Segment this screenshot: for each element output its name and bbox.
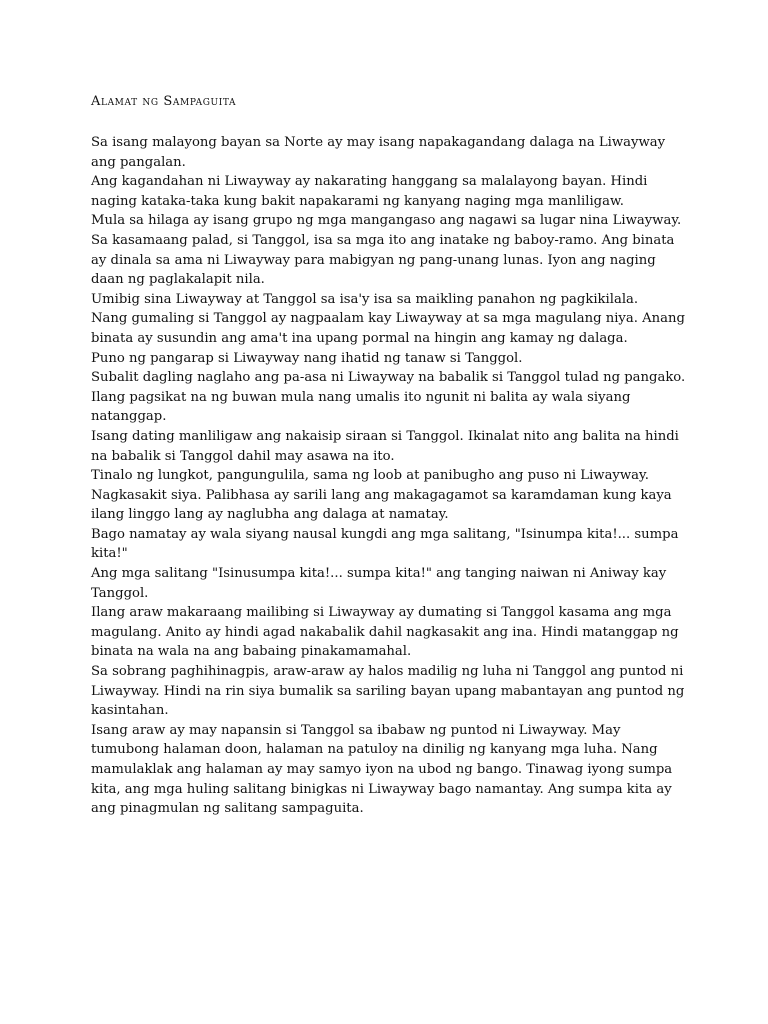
paragraph-5: Nang gumaling si Tanggol ay nagpaalam kay Liwayway at sa mga magulang niya. Anang binata ay susundin ang ama't ina upang pormal na hingin ang kamay ng dalaga. bbox=[91, 311, 685, 346]
paragraph-14: Isang araw ay may napansin si Tanggol sa ibabaw ng puntod ni Liwayway. May tumubong halaman doon, halaman na patuloy na dinilig ng kanyang mga luha. Nang mamulaklak ang halaman ay may samyo iyon na ubod ng bango. Tinawag iyong sumpa kita, ang mga huling salitang binigkas ni Liwayway bago namantay. Ang sumpa kita ay ang pinagmulan ng salitang sampaguita. bbox=[91, 722, 673, 817]
paragraph-8: Isang dating manliligaw ang nakaisip siraan si Tanggol. Ikinalat nito ang balita na hindi na babalik si Tanggol dahil may asawa na ito. bbox=[91, 428, 679, 464]
paragraph-3: Mula sa hilaga ay isang grupo ng mga mangangaso ang nagawi sa lugar nina Liwayway. Sa kasamaang palad, si Tanggol, isa sa mga ito ang inatake ng baboy-ramo. Ang binata ay dinala sa ama ni Liwayway para mabigyan ng pang-unang lunas. Iyon ang naging daan ng paglakalapit nila. bbox=[91, 213, 682, 288]
paragraph-4: Umibig sina Liwayway at Tanggol sa isa'y isa sa maikling panahon ng pagkikilala. bbox=[91, 291, 639, 307]
paragraph-6: Puno ng pangarap si Liwayway nang ihatid ng tanaw si Tanggol. bbox=[91, 350, 523, 366]
document-body bbox=[91, 133, 691, 819]
paragraph-2: Ang kagandahan ni Liwayway ay nakarating hanggang sa malalayong bayan. Hindi naging kataka-taka kung bakit napakarami ng kanyang naging mga manliligaw. bbox=[91, 174, 648, 209]
document-title: Alamat ng Sampaguita bbox=[91, 94, 237, 109]
paragraph-1: Sa isang malayong bayan sa Norte ay may isang napakagandang dalaga na Liwayway ang pangalan. bbox=[91, 135, 666, 170]
paragraph-12: Ilang araw makaraang mailibing si Liwayway ay dumating si Tanggol kasama ang mga magulang. Anito ay hindi agad nakabalik dahil nagkasakit ang ina. Hindi matanggap ng binata na wala na ang babaing pinakamamahal. bbox=[91, 605, 679, 660]
paragraph-13: Sa sobrang paghihinagpis, araw-araw ay halos madilig ng luha ni Tanggol ang puntod ni Liwayway. Hindi na rin siya bumalik sa sariling bayan upang mabantayan ang puntod ng kasintahan. bbox=[91, 664, 685, 719]
paragraph-11: Ang mga salitang "Isinusumpa kita!... sumpa kita!" ang tanging naiwan ni Aniway kay Tanggol. bbox=[91, 566, 667, 601]
paragraph-10: Bago namatay ay wala siyang nausal kungdi ang mga salitang, "Isinumpa kita!... sumpa kita!" bbox=[91, 526, 679, 562]
paragraph-7: Subalit dagling naglaho ang pa-asa ni Liwayway na babalik si Tanggol tulad ng pangako. Ilang pagsikat na ng buwan mula nang umalis ito ngunit ni balita ay wala siyang natanggap. bbox=[91, 370, 686, 425]
paragraph-9: Tinalo ng lungkot, pangungulila, sama ng loob at panibugho ang puso ni Liwayway. Nagkasakit siya. Palibhasa ay sarili lang ang makagagamot sa karamdaman kung kaya ilang linggo lang ay naglubha ang dalaga at namatay. bbox=[91, 468, 672, 523]
